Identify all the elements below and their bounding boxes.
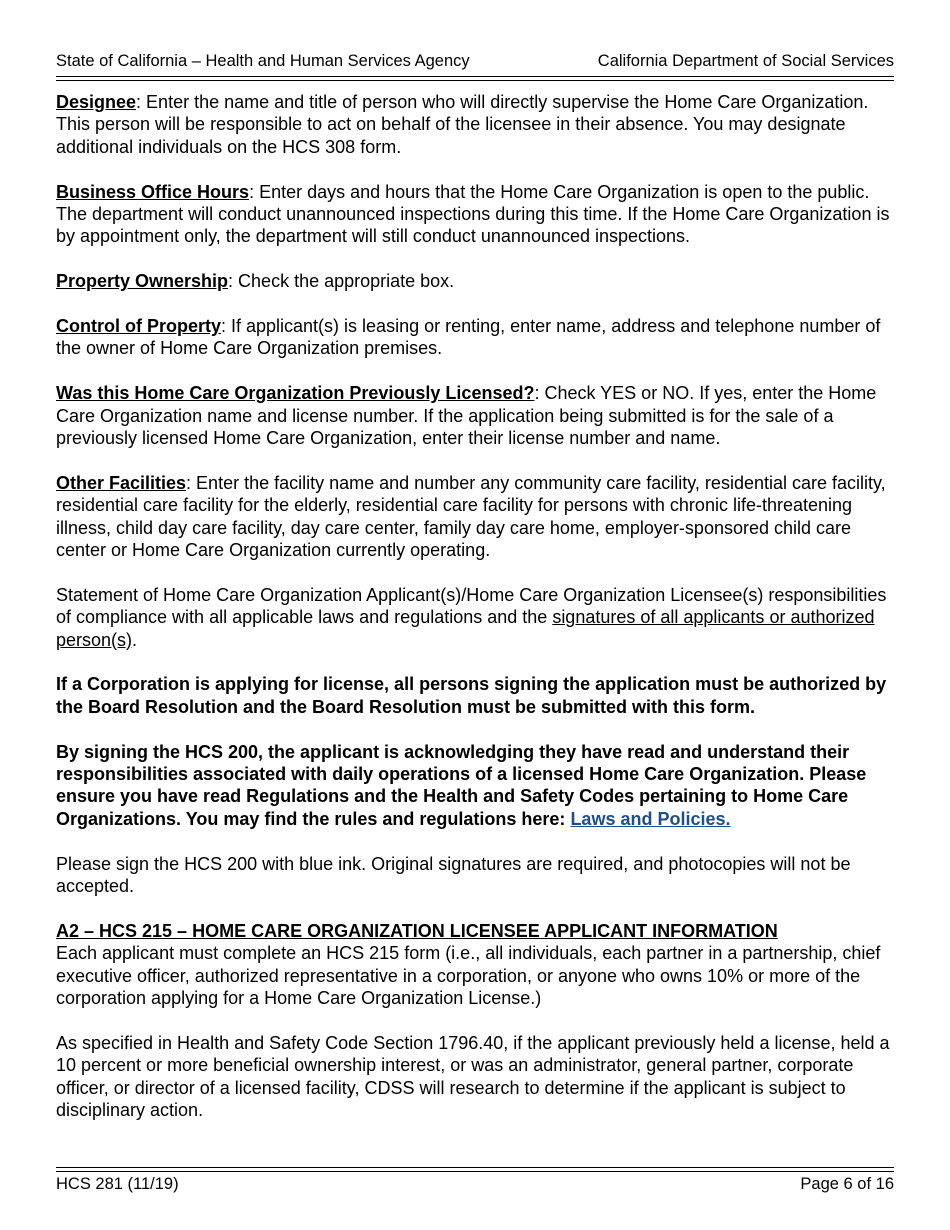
laws-and-policies-link[interactable]: Laws and Policies.	[570, 808, 731, 829]
control-of-property-term: Control of Property	[56, 316, 221, 337]
previously-licensed-term: Was this Home Care Organization Previously Licensed?	[56, 383, 535, 404]
footer-divider	[56, 1167, 894, 1172]
business-hours-term: Business Office Hours	[56, 181, 250, 202]
designee-text: : Enter the name and title of person who will directly supervise the Home Care Organization. This person will be responsible to act on behalf of the licensee in their absence. You may designate additional individuals on the HCS 308 form.	[56, 92, 869, 157]
form-number: HCS 281 (11/19)	[56, 1175, 179, 1193]
previously-licensed-text: : Check YES or NO. If yes, enter the Home Care Organization name and license number. If the application being submitted is for the sale of a previously licensed Home Care Organization, enter their license number and name.	[56, 383, 877, 449]
statement-text: Statement of Home Care Organization Applicant(s)/Home Care Organization Licensee(s) responsibilities of compliance with all applicable laws and regulations and the	[56, 584, 887, 628]
statement-end: .	[132, 629, 138, 650]
signing-notice	[56, 741, 896, 831]
designee-term: Designee	[56, 92, 137, 112]
header-agency: State of California – Health and Human Services Agency	[56, 52, 470, 70]
signing-notice-text: By signing the HCS 200, the applicant is acknowledging they have read and understand their responsibilities associated with daily operations of a licensed Home Care Organization. Please ensure you have read Regulations and the Health and Safety Codes pertaining to Home Care Organizations. You may find the rules and regulations here:	[56, 741, 867, 829]
a2-heading: A2 – HCS 215 – HOME CARE ORGANIZATION LICENSEE APPLICANT INFORMATION	[56, 920, 778, 941]
page-footer	[56, 1175, 894, 1194]
other-facilities-text: : Enter the facility name and number any community care facility, residential care facility, residential care facility for the elderly, residential care facility for persons with chronic life-threatening illness, child day care facility, day care center, family day care home, employer-sponsored child care center or Home Care Organization currently operating.	[56, 472, 886, 561]
header-department: California Department of Social Services	[597, 52, 894, 70]
statement-paragraph	[56, 584, 896, 651]
document-body	[56, 91, 896, 1144]
control-of-property-text: : If applicant(s) is leasing or renting, enter name, address and telephone number of the owner of Home Care Organization premises.	[56, 316, 881, 359]
blue-ink-paragraph: Please sign the HCS 200 with blue ink. Original signatures are required, and photocopies will not be accepted.	[56, 853, 851, 897]
corporation-notice: If a Corporation is applying for license, all persons signing the application must be authorized by the Board Resolution and the Board Resolution must be submitted with this form.	[56, 674, 887, 717]
property-ownership-term: Property Ownership	[56, 271, 229, 292]
other-facilities-paragraph	[56, 472, 896, 562]
previously-licensed-paragraph	[56, 382, 896, 449]
health-safety-paragraph: As specified in Health and Safety Code Section 1796.40, if the applicant previously held a license, held a 10 percent or more beneficial ownership interest, or was an administrator, general partner, corporate officer, or director of a licensed facility, CDSS will research to determine if the applicant is subject to disciplinary action.	[56, 1032, 890, 1121]
statement-signatures: signatures of all applicants or authorized person(s)	[56, 607, 875, 650]
page-header	[56, 52, 894, 74]
business-hours-paragraph	[56, 181, 896, 248]
control-of-property-paragraph	[56, 315, 896, 360]
designee-paragraph	[56, 91, 896, 158]
business-hours-text: : Enter days and hours that the Home Care Organization is open to the public. The department will conduct unannounced inspections during this time. If the Home Care Organization is by appointment only, the department will still conduct unannounced inspections.	[56, 181, 890, 247]
page-number: Page 6 of 16	[800, 1175, 894, 1193]
header-divider	[56, 76, 894, 81]
property-ownership-paragraph	[56, 270, 896, 292]
a2-paragraph: Each applicant must complete an HCS 215 form (i.e., all individuals, each partner in a partnership, chief executive officer, authorized representative in a corporation, or anyone who owns 10% or more of the corporation applying for a Home Care Organization License.)	[56, 943, 881, 1009]
property-ownership-text: : Check the appropriate box.	[228, 271, 455, 292]
other-facilities-term: Other Facilities	[56, 472, 187, 493]
